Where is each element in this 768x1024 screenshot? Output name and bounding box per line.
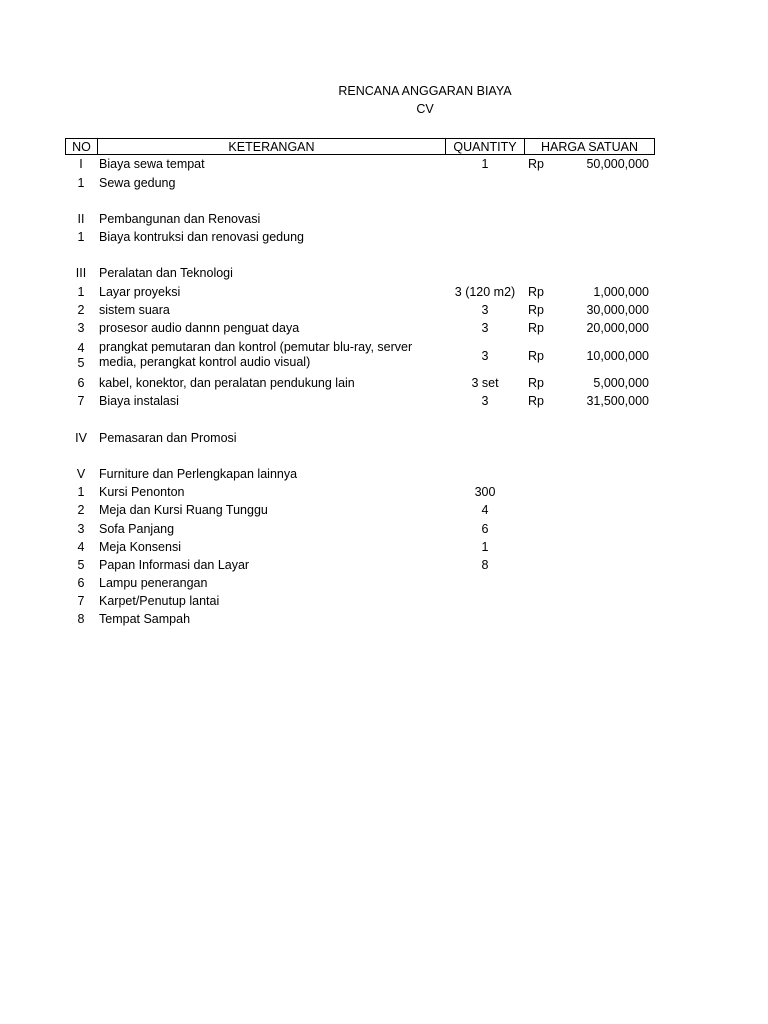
row-keterangan: Papan Informasi dan Layar <box>99 558 250 572</box>
table-row <box>65 283 655 301</box>
row-no: 1 <box>77 285 85 299</box>
row-no: V <box>76 467 86 481</box>
row-amount: 5,000,000 <box>593 376 649 390</box>
row-quantity: 3 (120 m2) <box>454 285 516 299</box>
row-keterangan: Biaya sewa tempat <box>99 157 205 171</box>
row-no: 3 <box>77 321 85 335</box>
header-no: NO <box>65 138 98 155</box>
table-row <box>65 210 655 228</box>
header-quantity: QUANTITY <box>445 138 525 155</box>
row-keterangan: Pemasaran dan Promosi <box>99 431 237 445</box>
row-keterangan: Lampu penerangan <box>99 576 208 590</box>
row-quantity: 3 <box>481 321 489 335</box>
row-amount: 50,000,000 <box>586 157 649 171</box>
table-row <box>65 501 655 519</box>
header-keterangan: KETERANGAN <box>97 138 446 155</box>
row-currency: Rp <box>528 376 544 390</box>
row-no: 5 <box>77 558 85 572</box>
row-keterangan: Layar proyeksi <box>99 285 181 299</box>
row-no-secondary: 5 <box>77 356 85 370</box>
row-amount: 20,000,000 <box>586 321 649 335</box>
row-no: IV <box>75 431 87 445</box>
row-quantity: 3 <box>481 303 489 317</box>
row-amount: 30,000,000 <box>586 303 649 317</box>
row-keterangan: Peralatan dan Teknologi <box>99 266 233 280</box>
row-keterangan: prosesor audio dannn penguat daya <box>99 321 300 335</box>
table-row <box>65 374 655 392</box>
row-no: 1 <box>77 485 85 499</box>
row-no: 2 <box>77 503 85 517</box>
row-no: 7 <box>77 594 85 608</box>
document-title: RENCANA ANGGARAN BIAYA <box>338 84 512 98</box>
row-keterangan: Meja dan Kursi Ruang Tunggu <box>99 503 268 517</box>
header-harga-satuan: HARGA SATUAN <box>524 138 655 155</box>
row-quantity: 3 <box>481 394 489 408</box>
row-quantity: 300 <box>474 485 496 499</box>
row-quantity: 1 <box>481 157 489 171</box>
table-row <box>65 155 655 173</box>
table-row <box>65 574 655 592</box>
row-quantity: 3 set <box>471 376 499 390</box>
table-row <box>65 319 655 337</box>
row-no: 6 <box>77 376 85 390</box>
table-row <box>65 556 655 574</box>
row-keterangan: Biaya kontruksi dan renovasi gedung <box>99 230 304 244</box>
row-no: 1 <box>77 230 85 244</box>
row-keterangan: Biaya instalasi <box>99 394 179 408</box>
row-no: III <box>75 266 87 280</box>
row-amount: 1,000,000 <box>593 285 649 299</box>
table-header <box>65 138 655 156</box>
row-no: 8 <box>77 612 85 626</box>
row-quantity: 4 <box>481 503 489 517</box>
row-keterangan: Meja Konsensi <box>99 540 181 554</box>
row-no: 6 <box>77 576 85 590</box>
row-keterangan: Pembangunan dan Renovasi <box>99 212 261 226</box>
row-currency: Rp <box>528 303 544 317</box>
table-row <box>65 429 655 447</box>
table-row <box>65 264 655 282</box>
row-no: 2 <box>77 303 85 317</box>
row-currency: Rp <box>528 394 544 408</box>
table-row <box>65 483 655 501</box>
table-row <box>65 228 655 246</box>
table-row <box>65 392 655 410</box>
row-currency: Rp <box>528 157 544 171</box>
row-keterangan: Tempat Sampah <box>99 612 191 626</box>
table-row <box>65 174 655 192</box>
row-keterangan: kabel, konektor, dan peralatan pendukung lain <box>99 376 355 390</box>
row-no: I <box>79 157 83 171</box>
table-row <box>65 301 655 319</box>
row-quantity: 6 <box>481 522 489 536</box>
table-row <box>65 339 655 373</box>
row-keterangan: Sofa Panjang <box>99 522 175 536</box>
row-no: 4 <box>77 341 85 355</box>
document-subtitle: CV <box>416 102 434 116</box>
row-quantity: 1 <box>481 540 489 554</box>
row-keterangan: Kursi Penonton <box>99 485 185 499</box>
row-currency: Rp <box>528 285 544 299</box>
table-row <box>65 538 655 556</box>
row-no: 3 <box>77 522 85 536</box>
row-no: II <box>77 212 85 226</box>
row-keterangan: Karpet/Penutup lantai <box>99 594 220 608</box>
table-row <box>65 465 655 483</box>
row-quantity: 8 <box>481 558 489 572</box>
row-keterangan: Furniture dan Perlengkapan lainnya <box>99 467 298 481</box>
row-currency: Rp <box>528 321 544 335</box>
row-currency: Rp <box>528 349 544 363</box>
row-amount: 10,000,000 <box>586 349 649 363</box>
row-no: 1 <box>77 176 85 190</box>
budget-table <box>65 138 655 626</box>
row-amount: 31,500,000 <box>586 394 649 408</box>
table-row <box>65 610 655 628</box>
row-no: 4 <box>77 540 85 554</box>
table-row <box>65 592 655 610</box>
row-keterangan: prangkat pemutaran dan kontrol (pemutar blu-ray, server media, perangkat kontrol audio visual) <box>99 340 413 369</box>
row-quantity: 3 <box>481 349 489 363</box>
row-keterangan: Sewa gedung <box>99 176 176 190</box>
table-row <box>65 520 655 538</box>
row-no: 7 <box>77 394 85 408</box>
row-keterangan: sistem suara <box>99 303 170 317</box>
